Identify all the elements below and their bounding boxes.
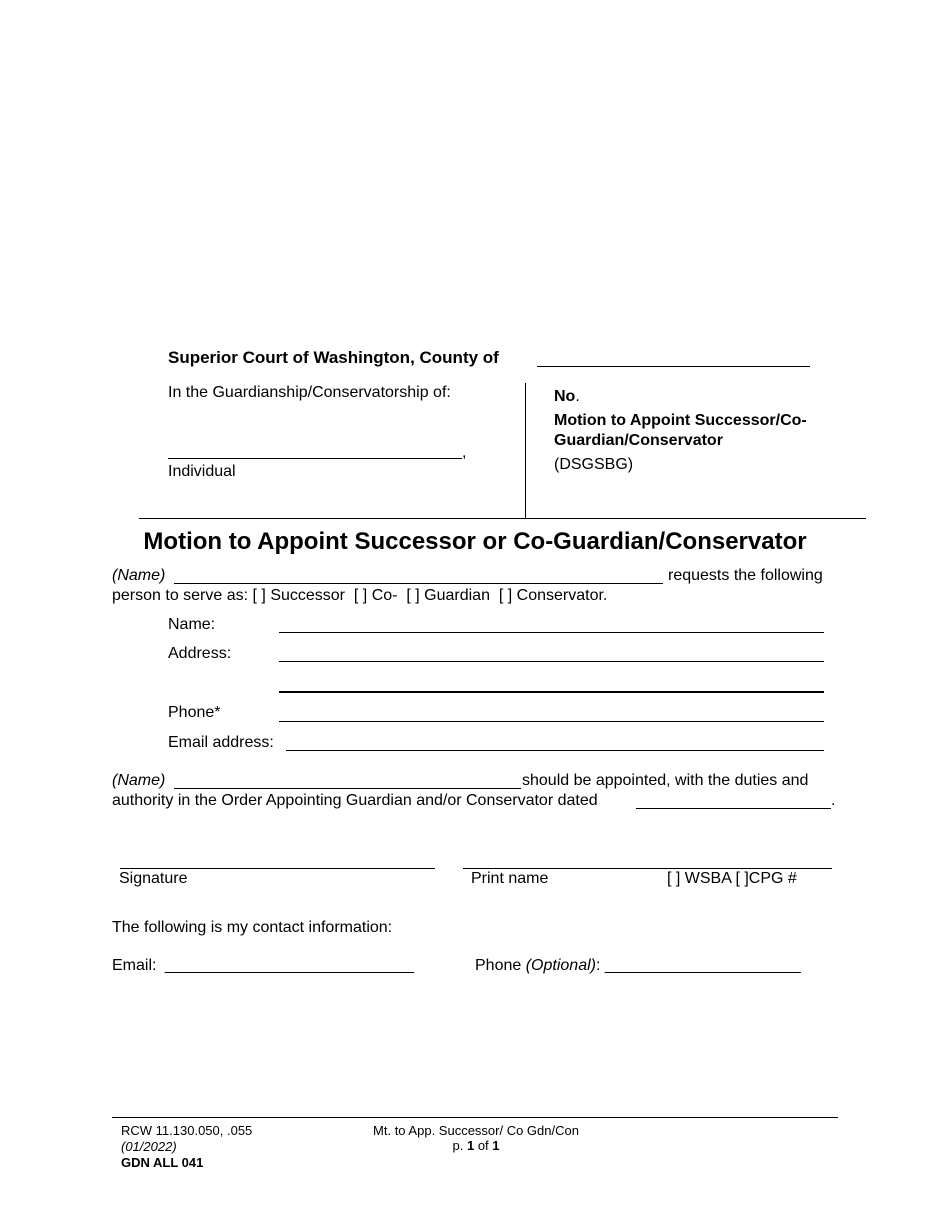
contact-intro: The following is my contact information: [112,919,393,936]
contact-email-blank[interactable]: ____________________________ [164,957,415,974]
requester-name-blank[interactable] [174,583,663,584]
contact-email-label: Email: [112,957,157,974]
requests-text: requests the following [668,567,823,584]
signature-line[interactable] [120,868,435,869]
should-be-appointed-text: should be appointed, with the duties and [522,772,809,789]
period: . [831,792,836,809]
phone-field-line[interactable] [279,721,824,722]
in-matter-label: In the Guardianship/Conservatorship of: [168,384,451,401]
print-name-line[interactable] [463,868,832,869]
phone-field-label: Phone* [168,704,221,721]
footer-short-title: Mt. to App. Successor/ Co Gdn/Con [373,1123,579,1138]
individual-name-blank[interactable] [168,458,462,459]
court-heading: Superior Court of Washington, County of [168,348,499,367]
email-field-label: Email address: [168,734,274,751]
contact-phone-optional: (Optional) [525,957,596,974]
contact-phone-blank[interactable]: ______________________ [604,957,801,974]
name-field-line[interactable] [279,632,824,633]
signature-label: Signature [119,870,188,887]
footer-rule [112,1117,838,1118]
page-total: 1 [492,1138,500,1153]
successor-checkbox[interactable]: [ ] Successor [252,587,346,604]
address-field-label: Address: [168,645,232,662]
guardian-checkbox[interactable]: [ ] Guardian [406,587,490,604]
comma: , [462,444,467,461]
contact-phone-colon: : [595,957,601,974]
print-name-label: Print name [471,870,549,887]
conservator-checkbox[interactable]: [ ] Conservator. [498,587,608,604]
contact-email-row [112,957,414,975]
footer-page-number [326,1138,626,1153]
caption-bottom-rule [139,518,866,519]
serve-as-text: person to serve as: [112,587,249,604]
address-field-line-2[interactable] [279,691,824,693]
individual-label: Individual [168,463,236,480]
email-field-line[interactable] [286,750,824,751]
appointee-name-blank[interactable] [174,788,521,789]
form-code: (DSGSBG) [554,456,634,473]
contact-phone-label: Phone [475,957,522,974]
wsba-cpg-checkboxes[interactable]: [ ] WSBA [ ]CPG # [667,870,797,887]
name-field-label: Name: [168,616,216,633]
footer-rcw: RCW 11.130.050, .055 [121,1123,253,1138]
caption-divider [525,383,526,519]
case-number-label [554,388,580,406]
county-blank[interactable] [537,366,810,367]
page-prefix: p. [452,1138,464,1153]
page-current: 1 [466,1138,475,1153]
order-date-blank[interactable] [636,808,831,809]
serve-as-line [112,587,607,605]
co-checkbox[interactable]: [ ] Co- [353,587,398,604]
contact-phone-row [475,957,801,975]
page-of: of [477,1138,489,1153]
case-no-text: No [554,388,576,405]
address-field-line-1[interactable] [279,661,824,662]
case-no-period: . [575,388,580,405]
requester-name-label: (Name) [112,567,166,584]
page-title: Motion to Appoint Successor or Co-Guardian/Conservator [143,528,807,555]
footer-date: (01/2022) [121,1139,177,1154]
caption-title-line-2: Guardian/Conservator [554,432,723,449]
caption-title-line-1: Motion to Appoint Successor/Co- [554,412,807,429]
footer-form-code: GDN ALL 041 [121,1155,204,1170]
appointee-name-label: (Name) [112,772,166,789]
authority-text: authority in the Order Appointing Guardian and/or Conservator dated [112,792,598,809]
